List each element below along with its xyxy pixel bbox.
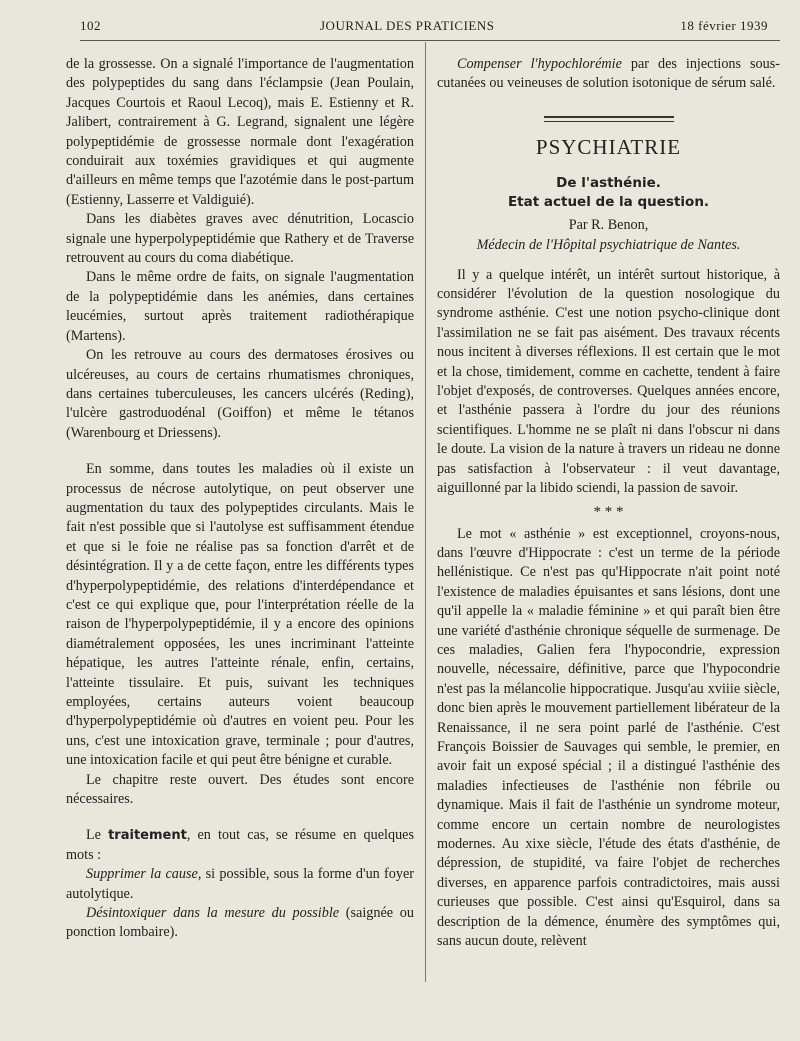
paragraph: Il y a quelque intérêt, un intérêt surtout historique, à considérer l'évolution de la question nosologique du syndrome asthénie. C'est une notion psycho-clinique dont l'assimilation ne se fait pas aisément. Des travaux récents nous incitent à diverses réflexions. Il est certain que le mot et la chose, timidement, comme en cachette, tendent à faire l'objet d'exposés, de controverses. Quelques années encore, et l'asthénie passera à l'ordre du jour des réunions scientifiques. L'homme ne se plaît ni dans l'obscur ni dans le doute. La vision de la nature à travers un rideau ne donne pas satisfaction à l'observateur : il veut davantage, aiguillonné par la libido sciendi, la passion de savoir.: [437, 266, 780, 497]
header-rule: [80, 40, 780, 41]
journal-title: JOURNAL DES PRATICIENS: [320, 18, 495, 33]
section-rule: [544, 116, 674, 122]
left-column: [66, 55, 414, 943]
right-column: [437, 55, 780, 951]
column-divider: [425, 42, 426, 982]
running-header: [80, 14, 780, 38]
paragraph: de la grossesse. On a signalé l'importance de l'augmentation des polypeptides du sang dans l'éclampsie (Jean Poulain, Jacques Courtois et Raoul Lecoq), mais E. Estienny et R. Jalibert, contrairement à G. Legrand, signalent une légère polypeptidémie de grossesse normale dont l'exagération conduirait aux toxémies gravidiques et qui augmente d'ailleurs en même temps que l'azotémie dans le post-partum (Estienny, Lasserre et Valdiguié).: [66, 56, 414, 208]
page-number: 102: [80, 18, 101, 33]
paragraph: Supprimer la cause, si possible, sous la forme d'un foyer autolytique.: [66, 866, 414, 902]
issue-date: 18 février 1939: [680, 18, 768, 33]
paragraph: On les retrouve au cours des dermatoses érosives ou ulcéreuses, au cours de certains rhumatismes chroniques, dans certaines tuberculeuses, les cancers ulcérés (Reding), l'ulcère gastroduodénal (Goiffon) et même le tétanos (Warenbourg et Driessens).: [66, 347, 414, 441]
paragraph: Compenser l'hypochlorémie par des injections sous-cutanées ou veineuses de solution isotonique de sérum salé.: [437, 56, 780, 92]
section-separator: * * *: [593, 503, 624, 520]
section-title: PSYCHIATRIE: [535, 134, 682, 159]
treatment-keyword: traitement: [108, 828, 187, 844]
paragraph: En somme, dans toutes les maladies où il existe un processus de nécrose autolytique, on peut observer une augmentation du taux des polypeptides circulants. Mais le fait n'est possible que si l'autolyse est suffisamment étendue et que si le foie ne réalise pas sa fonction d'arrêt et de désintégration. Il y a de cette façon, entre les différents types d'hyperpolypeptidémie, des relations d'interdépendance et c'est ce qui explique que, pour l'interprétation réelle de la raison de l'hyperpolypeptidémie, il y a encore des opinions diamétralement opposées, les unes incriminant l'atteinte hépatique, les autres l'atteinte rénale, enfin, certains, l'atteinte tissulaire. Et puis, suivant les techniques employées, certains auteurs voient beaucoup d'hyperpolypeptidémie où d'autres en voient peu. Pour les uns, c'est une intoxication grave, terminale ; pour d'autres, une intoxication facile et qui peut être bénigne et curable.: [66, 461, 414, 769]
paragraph-treatment: Le traitement, en tout cas, se résume en quelques mots :: [66, 827, 414, 863]
paragraph: Le chapitre reste ouvert. Des études sont encore nécessaires.: [66, 771, 414, 808]
article-title: De l'asthénie. Etat actuel de la question.: [507, 174, 710, 210]
paragraph: Le mot « asthénie » est exceptionnel, croyons-nous, dans l'œuvre d'Hippocrate : c'est un terme de la période hellénistique. Ce n'est pas qu'Hippocrate n'ait point noté l'existence de maladies épuisantes et sans lésions, dont une qu'il appelle la « maladie féminine » et qui paraît bien être une variété d'asthénie chronique séquelle de surmenage. De ces maladies, Galien fera l'hypocondrie, expression nouvelle, nécessaire, définitive, parce que l'hypocondrie n'est pas la mélancolie hippocratique. Jusqu'au xviiie siècle, donc bien après le mouvement partiellement libérateur de la Renaissance, il ne sera point parlé de l'asthénie. C'est François Boissier de Sauvages qui semble, le premier, en avoir fait un exposé spécial ; il a distingué l'asthénie des maladies infectieuses de l'asthénie non fébrile ou dynamique. Mais il fait de l'asthénie un syndrome moteur, comme encore un certain nombre de neurologistes modernes. Au xixe siècle, l'étude des états d'asthénie, de dépression, de stupidité, va faire l'objet de recherches diverses, en apparence parfois contradictoires, mais aussi curieuses que possible. C'est ainsi qu'Esquirol, dans sa description de la démence, énumère des symptômes qui, sans aucun doute, relèvent: [437, 525, 780, 950]
paragraph: Dans le même ordre de faits, on signale l'augmentation de la polypeptidémie dans les anémies, dans certaines leucémies, surtout après traitement radiothérapique (Martens).: [66, 269, 414, 344]
article-author: Par R. Benon,: [568, 216, 649, 233]
paragraph: Dans les diabètes graves avec dénutrition, Locascio signale une hyperpolypeptidémie que Rathery et de Traverse retrouvent au cours du coma diabétique.: [66, 211, 414, 267]
author-affiliation: Médecin de l'Hôpital psychiatrique de Nantes.: [476, 237, 741, 254]
paragraph: Désintoxiquer dans la mesure du possible (saignée ou ponction lombaire).: [66, 905, 414, 941]
